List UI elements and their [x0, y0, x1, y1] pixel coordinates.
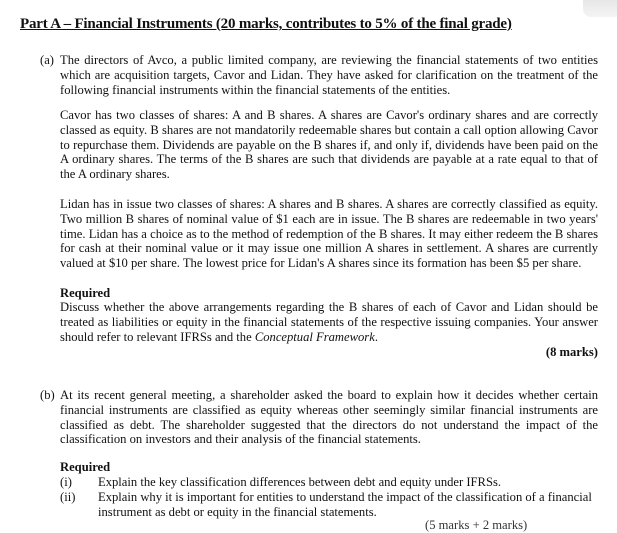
cavor-paragraph: Cavor has two classes of shares: A and B shares. A shares are Cavor's ordinary shares and are correctly classed as equity. B shares are not mandatorily redeemable shares but contain a call option allowing Cavor to repurchase them. Dividends are payable on the B shares if, and only if, dividends have been paid on the A ordinary shares. The terms of the B shares are such that dividends are payable at a rate equal to that of the A ordinary shares.: [60, 108, 598, 182]
question-a-label: (a): [40, 53, 54, 67]
lidan-paragraph: Lidan has in issue two classes of shares: A shares and B shares. A shares are correctly classified as equity. Two million B shares of nominal value of $1 each are in issue. The B shares are redeemable in two years' time. Lidan has a choice as to the method of redemption of the B shares. It may either redeem the B shares for cash at their nominal value or it may issue one million A shares in settlement. A shares are currently valued at $10 per share. The lowest price for Lidan's A shares since its formation has been $5 per share.: [60, 197, 598, 271]
required-a-end: .: [374, 329, 378, 344]
question-a-intro: The directors of Avco, a public limited company, are reviewing the financial statements of two entities which are acquisition targets, Cavor and Lidan. They have asked for clarification on the treatment of the following financial instruments within the financial statements of the entities.: [60, 53, 598, 97]
required-b-heading: Required: [60, 460, 111, 474]
required-a-text: [60, 300, 598, 344]
sub-item-i-text: Explain the key classification differences between debt and equity under IFRSs.: [98, 475, 501, 489]
truncated-marks-b: (5 marks + 2 marks): [425, 518, 528, 532]
window-corner-shade: [583, 0, 617, 17]
question-b-intro: At its recent general meeting, a shareholder asked the board to explain how it decides whether certain financial instruments are classified as equity whereas other seemingly similar financial instruments are classified as debt. The shareholder suggested that the directors do not understand the impact of the classification on investors and their analysis of the financial statements.: [60, 388, 598, 447]
question-b-label: (b): [40, 388, 55, 402]
sub-item-i-num: (i): [60, 475, 72, 489]
marks-a: (8 marks): [545, 345, 598, 359]
required-a-heading: Required: [60, 286, 111, 300]
conceptual-framework-ref: Conceptual Framework: [254, 329, 375, 344]
required-a-main: Discuss whether the above arrangements regarding the B shares of each of Cavor and Lidan should be treated as liabilities or equity in the financial statements of the respective issuing companies. Your answer should refer to relevant IFRSs and the: [60, 300, 598, 344]
sub-item-ii-text: Explain why it is important for entities to understand the impact of the classification of a financial instrument as debt or equity in the financial statements.: [98, 490, 592, 519]
part-a-title: Part A – Financial Instruments (20 marks, contributes to 5% of the final grade): [20, 16, 512, 32]
sub-item-ii-num: (ii): [60, 490, 76, 504]
